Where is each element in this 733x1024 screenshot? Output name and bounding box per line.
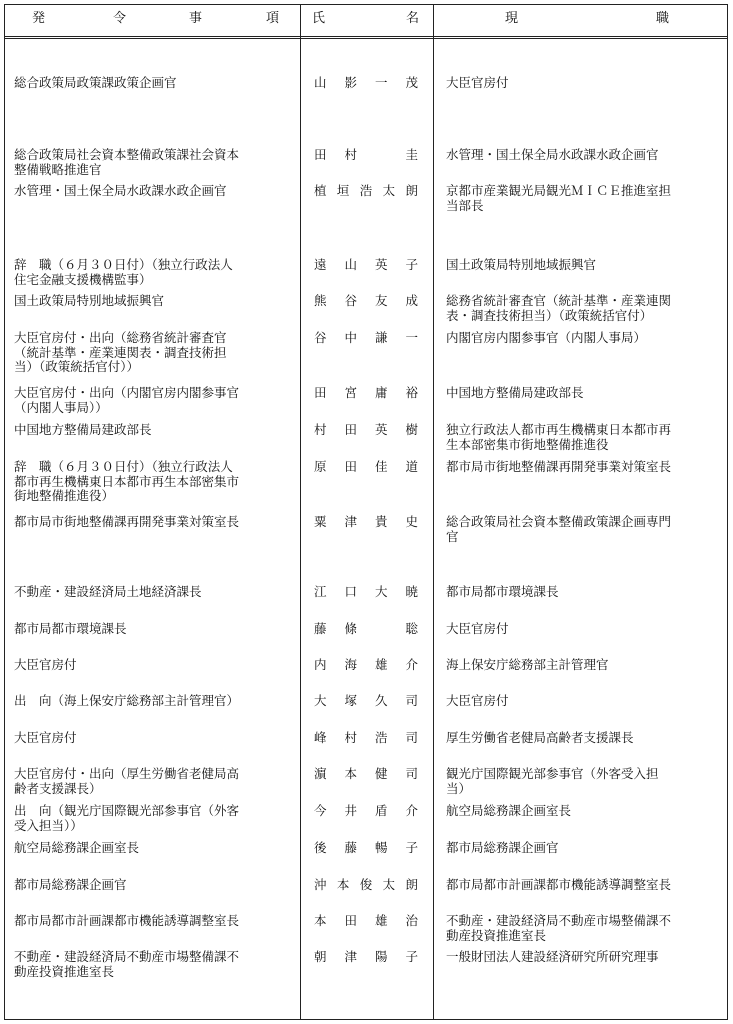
- name-cell: 植 垣 浩 太 朗: [314, 183, 418, 198]
- current-position-cell: 大臣官房付: [446, 693, 509, 708]
- current-position-cell: 厚生労働省老健局高齢者支援課長: [446, 730, 634, 745]
- order-cell: 大臣官房付・出向（厚生労働省老健局高 齢者支援課長）: [14, 766, 240, 796]
- current-position-cell: 都市局総務課企画官: [446, 840, 559, 855]
- name-cell: 粟 津 貴 史: [314, 514, 418, 529]
- name-cell: 村 田 英 樹: [314, 422, 418, 437]
- current-position-cell: 独立行政法人都市再生機構東日本都市再 生本部密集市街地整備推進役: [446, 422, 672, 452]
- header-divider: [4, 36, 728, 37]
- current-position-cell: 大臣官房付: [446, 621, 509, 636]
- table-right-border: [727, 4, 728, 1020]
- name-cell: 原 田 佳 道: [314, 459, 418, 474]
- current-position-cell: 一般財団法人建設経済研究所研究理事: [446, 949, 659, 964]
- current-position-cell: 中国地方整備局建政部長: [446, 385, 584, 400]
- order-cell: 出 向（海上保安庁総務部主計管理官）: [14, 693, 240, 708]
- order-cell: 中国地方整備局建政部長: [14, 422, 152, 437]
- order-cell: 不動産・建設経済局土地経済課長: [14, 584, 202, 599]
- current-position-cell: 京都市産業観光局観光ＭＩＣＥ推進室担 当部長: [446, 183, 672, 213]
- order-cell: 大臣官房付: [14, 730, 77, 745]
- name-cell: 後 藤 暢 子: [314, 840, 418, 855]
- current-position-cell: 内閣官房内閣参事官（内閣人事局）: [446, 330, 647, 345]
- name-cell: 田 宮 庸 裕: [314, 385, 418, 400]
- order-cell: 大臣官房付: [14, 657, 77, 672]
- header-divider-double: [4, 38, 728, 39]
- current-position-cell: 水管理・国土保全局水政課水政企画官: [446, 147, 659, 162]
- current-position-cell: 国土政策局特別地域振興官: [446, 257, 597, 272]
- name-cell: 藤 條 聡: [314, 621, 418, 636]
- order-cell: 都市局総務課企画官: [14, 877, 127, 892]
- order-cell: 国土政策局特別地域振興官: [14, 293, 165, 308]
- table-bottom-border: [4, 1019, 728, 1020]
- name-cell: 本 田 雄 治: [314, 913, 418, 928]
- order-cell: 大臣官房付・出向（内閣官房内閣参事官 （内閣人事局））: [14, 385, 240, 415]
- order-cell: 都市局都市計画課都市機能誘導調整室長: [14, 913, 240, 928]
- name-cell: 遠 山 英 子: [314, 257, 418, 272]
- name-cell: 熊 谷 友 成: [314, 293, 418, 308]
- name-cell: 峰 村 浩 司: [314, 730, 418, 745]
- order-cell: 航空局総務課企画室長: [14, 840, 140, 855]
- order-cell: 大臣官房付・出向（総務省統計審査官 （統計基準・産業連関表・調査技術担 当）（政策統括官付））: [14, 330, 227, 374]
- name-cell: 大 塚 久 司: [314, 693, 418, 708]
- table-top-border: [4, 4, 728, 5]
- order-cell: 水管理・国土保全局水政課水政企画官: [14, 183, 227, 198]
- header-order-char: 事: [189, 11, 203, 26]
- current-position-cell: 不動産・建設経済局不動産市場整備課不 動産投資推進室長: [446, 913, 672, 943]
- header-name-char: 氏: [312, 11, 326, 26]
- header-current-char: 現: [505, 11, 519, 26]
- order-cell: 辞 職（６月３０日付）（独立行政法人 住宅金融支援機構監事）: [14, 257, 233, 287]
- current-position-cell: 都市局都市計画課都市機能誘導調整室長: [446, 877, 672, 892]
- header-order-char: 項: [266, 11, 280, 26]
- column-divider-2: [433, 4, 434, 1020]
- name-cell: 田 村 圭: [314, 147, 418, 162]
- order-cell: 都市局都市環境課長: [14, 621, 127, 636]
- name-cell: 沖 本 俊 太 朗: [314, 877, 418, 892]
- header-current-char: 職: [656, 11, 670, 26]
- header-name-char: 名: [406, 11, 420, 26]
- name-cell: 谷 中 謙 一: [314, 330, 418, 345]
- header-order-char: 発: [32, 11, 46, 26]
- current-position-cell: 大臣官房付: [446, 75, 509, 90]
- current-position-cell: 航空局総務課企画室長: [446, 803, 572, 818]
- header-order-char: 令: [113, 11, 127, 26]
- order-cell: 出 向（観光庁国際観光部参事官（外客 受入担当））: [14, 803, 240, 833]
- name-cell: 濵 本 健 司: [314, 766, 418, 781]
- order-cell: 総合政策局社会資本整備政策課社会資本 整備戦略推進官: [14, 147, 240, 177]
- name-cell: 内 海 雄 介: [314, 657, 418, 672]
- table-left-border: [4, 4, 5, 1020]
- current-position-cell: 都市局市街地整備課再開発事業対策室長: [446, 459, 672, 474]
- order-cell: 辞 職（６月３０日付）（独立行政法人 都市再生機構東日本都市再生本部密集市 街地整備推進役）: [14, 459, 240, 503]
- current-position-cell: 都市局都市環境課長: [446, 584, 559, 599]
- current-position-cell: 総務省統計審査官（統計基準・産業連関 表・調査技術担当）（政策統括官付）: [446, 293, 672, 323]
- name-cell: 今 井 盾 介: [314, 803, 418, 818]
- order-cell: 不動産・建設経済局不動産市場整備課不 動産投資推進室長: [14, 949, 240, 979]
- order-cell: 総合政策局政策課政策企画官: [14, 75, 177, 90]
- current-position-cell: 観光庁国際観光部参事官（外客受入担 当）: [446, 766, 659, 796]
- name-cell: 江 口 大 暁: [314, 584, 418, 599]
- name-cell: 山 影 一 茂: [314, 75, 418, 90]
- current-position-cell: 海上保安庁総務部主計管理官: [446, 657, 609, 672]
- name-cell: 朝 津 陽 子: [314, 949, 418, 964]
- current-position-cell: 総合政策局社会資本整備政策課企画専門 官: [446, 514, 672, 544]
- column-divider-1: [300, 4, 301, 1020]
- order-cell: 都市局市街地整備課再開発事業対策室長: [14, 514, 240, 529]
